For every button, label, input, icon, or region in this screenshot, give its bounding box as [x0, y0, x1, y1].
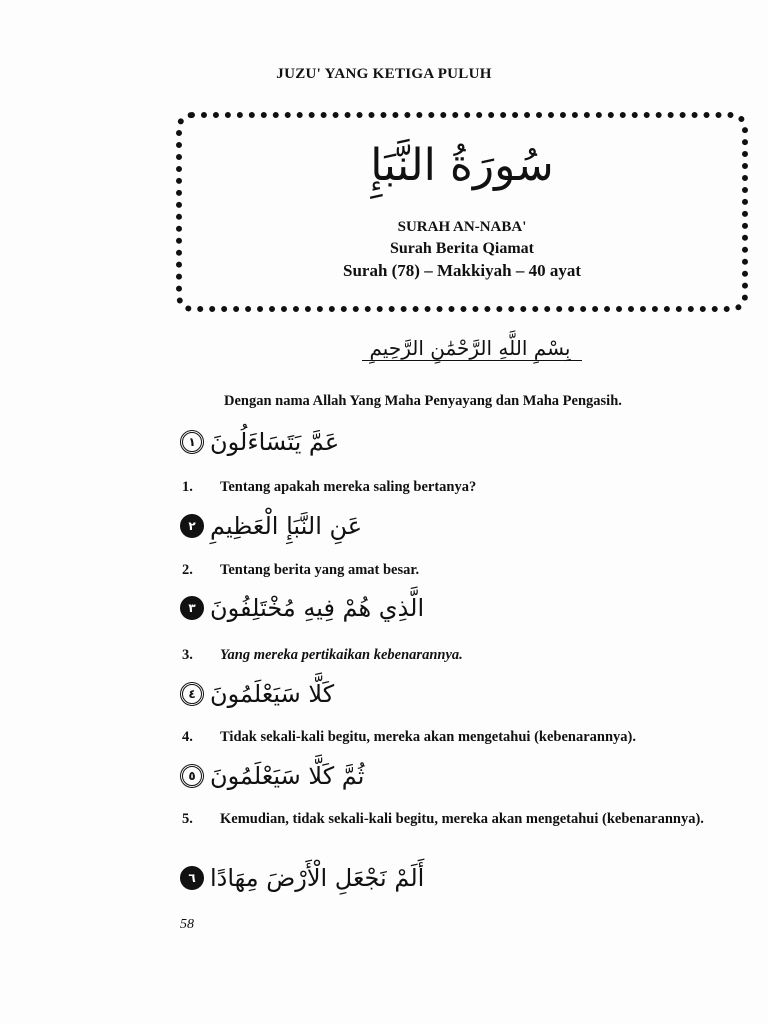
running-head: JUZU' YANG KETIGA PULUH: [276, 66, 492, 82]
surah-title-box: [176, 112, 748, 312]
ayah-number-marker: ٦: [180, 866, 204, 890]
ayah-number-marker: ٤: [180, 682, 204, 706]
ayah-number-marker: ٢: [180, 514, 204, 538]
verse-arabic: [180, 762, 364, 790]
basmala-underline: [362, 360, 582, 361]
surah-arabic-title: سُورَةُ النَّبَإِ: [370, 140, 554, 191]
ayah-number-marker: ٣: [180, 596, 204, 620]
verse-arabic-text: عَنِ النَّبَإِ الْعَظِيمِ: [210, 512, 363, 540]
verse-translation-text: Tentang berita yang amat besar.: [220, 562, 420, 578]
verse-number: 3.: [182, 647, 193, 663]
basmala-arabic: بِسْمِ اللَّهِ الرَّحْمَٰنِ الرَّحِيمِ: [369, 336, 571, 360]
verse-translation-text: Tidak sekali-kali begitu, mereka akan mengetahui (kebenarannya).: [220, 729, 636, 745]
verse-arabic-text: الَّذِي هُمْ فِيهِ مُخْتَلِفُونَ: [210, 594, 425, 622]
surah-name: SURAH AN-NABA': [397, 219, 527, 235]
verse-arabic: [180, 864, 424, 892]
verse-arabic-text: كَلَّا سَيَعْلَمُونَ: [210, 680, 335, 708]
verse-translation: [182, 476, 754, 498]
verse-arabic-text: عَمَّ يَتَسَاءَلُونَ: [210, 428, 340, 456]
verse-number: 2.: [182, 562, 193, 578]
verse-arabic-text: ثُمَّ كَلَّا سَيَعْلَمُونَ: [210, 762, 365, 790]
verse-arabic: [180, 512, 362, 540]
verse-number: 5.: [182, 811, 193, 827]
verse-translation: [182, 644, 754, 666]
ayah-number-marker: ١: [180, 430, 204, 454]
verse-number: 4.: [182, 729, 193, 745]
verse-translation: [182, 559, 754, 581]
verse-translation-text: Kemudian, tidak sekali-kali begitu, mereka akan mengetahui (kebenarannya).: [220, 811, 704, 827]
surah-meaning: Surah Berita Qiamat: [390, 240, 534, 257]
basmala-translation: Dengan nama Allah Yang Maha Penyayang dan Maha Pengasih.: [224, 393, 622, 409]
surah-details: Surah (78) – Makkiyah – 40 ayat: [342, 261, 582, 280]
verse-number: 1.: [182, 479, 193, 495]
verse-translation-text: Yang mereka pertikaikan kebenarannya.: [220, 647, 463, 663]
verse-arabic: [180, 680, 334, 708]
verse-translation-text: Tentang apakah mereka saling bertanya?: [220, 479, 477, 495]
verse-arabic: [180, 594, 424, 622]
verse-translation: [182, 808, 754, 830]
ayah-number-marker: ٥: [180, 764, 204, 788]
verse-arabic: [180, 428, 339, 456]
verse-translation: [182, 726, 754, 748]
surah-info: [182, 216, 742, 282]
page-number: 58: [180, 917, 194, 932]
verse-arabic-text: أَلَمْ نَجْعَلِ الْأَرْضَ مِهَادًا: [210, 864, 425, 892]
